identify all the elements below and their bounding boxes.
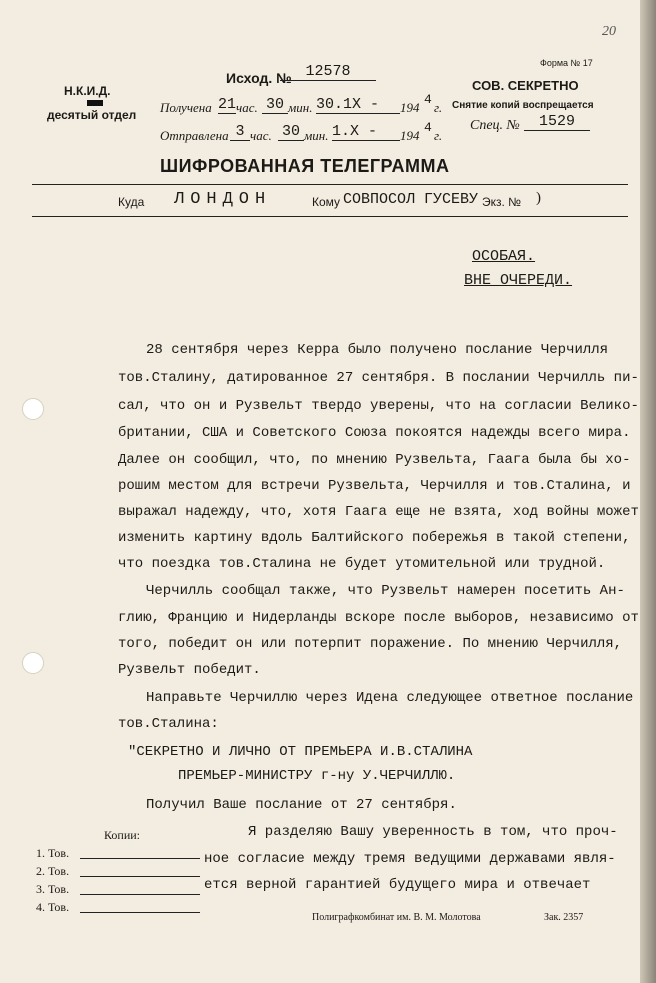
copy-row-line [80,912,200,913]
copy-row-label: 1. Тов. [36,846,70,860]
where-label: Куда [118,195,145,209]
form-number: Форма № 17 [540,58,593,68]
copies-label: Копии: [104,828,141,842]
body-line: что поездка тов.Сталина не будет утомительной или трудной. [118,556,606,572]
secrecy-title: СОВ. СЕКРЕТНО [472,78,579,93]
body-line: того, победит он или потерпит поражение. По мнению Черчилля, [118,636,623,652]
body-line: Черчилль сообщал также, что Рузвельт намерен посетить Ан- [146,583,625,599]
body-line: выражал надежду, что, хотя Гаага еще не взята, ход войны может [118,504,639,520]
body-line: рошим местом для встречи Рузвельта, Черчилля и тов.Сталина, и [118,478,631,494]
punch-hole [22,652,44,674]
copy-row-line [80,858,200,859]
received-hour: 21 [218,96,237,113]
copy-number-value: ) [536,190,541,206]
body-line: "СЕКРЕТНО И ЛИЧНО ОТ ПРЕМЬЕРА И.В.СТАЛИНА [128,744,473,760]
body-line: тов.Сталину, датированное 27 сентября. В послании Черчилль пи- [118,370,639,386]
sent-hour: 3 [230,123,250,141]
body-line: тов.Сталина: [118,716,219,732]
received-year-prefix: 194 [400,100,420,115]
printer-imprint: Полиграфкомбинат им. В. М. Молотова [312,912,481,923]
body-line: ПРЕМЬЕР-МИНИСТРУ г-ну У.ЧЕРЧИЛЛЮ. [178,768,456,784]
paper-edge [640,0,656,983]
priority-urgent: ВНЕ ОЧЕРЕДИ. [464,272,573,289]
punch-hole [22,398,44,420]
header-rule [32,184,628,185]
priority-special: ОСОБАЯ. [472,248,536,265]
to-value: СОВПОСОЛ ГУСЕВУ [343,191,479,208]
received-min: 30 [262,96,288,114]
received-year-label: г. [434,100,443,115]
body-line: ется верной гарантией будущего мира и отвечает [204,877,591,893]
outgoing-label: Исход. № [226,70,292,86]
copy-row-label: 2. Тов. [36,864,70,878]
sent-year-label: г. [434,128,443,143]
body-line: Направьте Черчиллю через Идена следующее ответное послание [146,690,634,706]
body-line: Получил Ваше послание от 27 сентября. [146,797,457,813]
sent-year-suffix: 4 [424,120,432,135]
order-number: Зак. 2357 [544,912,584,923]
org-name: Н.К.И.Д. [64,84,111,98]
sent-hour-label: час. [250,128,272,143]
org-mark [87,100,103,106]
copy-row-line [80,876,200,877]
copy-row-line [80,894,200,895]
body-line: глию, Францию и Нидерланды вскоре после выборов, независимо от [118,610,639,626]
copy-row-label: 3. Тов. [36,882,70,896]
document-title: ШИФРОВАННАЯ ТЕЛЕГРАММА [160,156,450,176]
received-year-suffix: 4 [424,92,432,107]
received-date: 30.1Х - [316,96,400,114]
spec-label: Спец. № [470,118,520,133]
body-line: 28 сентября через Керра было получено послание Черчилля [146,342,609,358]
route-rule [32,216,628,217]
copy-prohibited-note: Снятие копий воспрещается [452,100,594,111]
sent-date: 1.Х - [332,123,400,141]
received-hour-label: час. [236,100,258,115]
copy-number-label: Экз. № [482,195,522,209]
sent-label: Отправлена [160,128,229,143]
body-line: британии, США и Советского Союза покоятся надежды всего мира. [118,425,631,441]
received-min-label: мин. [288,100,313,115]
copy-row-label: 4. Тов. [36,900,70,914]
department: десятый отдел [47,108,137,122]
body-line: ное согласие между тремя ведущими державами явля- [204,851,616,867]
spec-number: 1529 [524,113,590,131]
sent-min-label: мин. [304,128,329,143]
to-label: Кому [312,195,341,209]
body-line: Далее он сообщил, что, по мнению Рузвельта, Гаага была бы хо- [118,452,631,468]
where-value: ЛОНДОН [174,190,272,209]
body-line: сал, что он и Рузвельт твердо уверены, что на согласии Велико- [118,398,639,414]
body-line: Я разделяю Вашу уверенность в том, что проч- [248,824,618,840]
body-line: изменить картину вдоль Балтийского побережья в такой степени, [118,530,631,546]
received-label: Получена [160,100,212,115]
sent-min: 30 [278,123,304,141]
body-line: Рузвельт победит. [118,662,261,678]
sent-year-prefix: 194 [400,128,420,143]
outgoing-number: 12578 [280,63,376,81]
page-number: 20 [602,24,616,39]
